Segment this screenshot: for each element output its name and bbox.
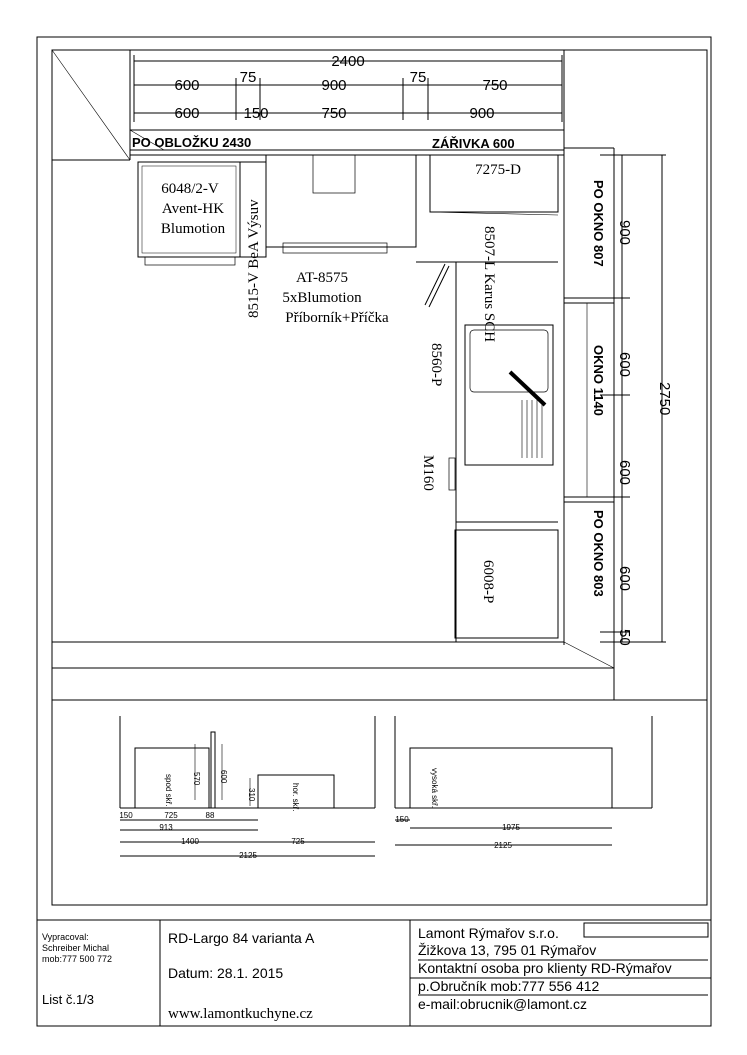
tb-address: Žižkova 13, 795 01 Rýmařov bbox=[418, 942, 597, 958]
dim-r1975: 1975 bbox=[502, 823, 520, 832]
dim-l2125: 2125 bbox=[239, 851, 257, 860]
label-okno-1140: OKNO 1140 bbox=[591, 345, 606, 416]
label-6008: 6008-P bbox=[480, 560, 496, 604]
dim-l725a: 725 bbox=[164, 811, 178, 820]
dim-75b: 75 bbox=[409, 69, 427, 86]
tb-vypracoval-mob: mob:777 500 772 bbox=[42, 954, 113, 964]
dim-right-600c: 600 bbox=[616, 566, 633, 592]
dim-h600: 600 bbox=[219, 770, 228, 784]
dim-r150: 150 bbox=[395, 815, 409, 824]
label-6048-3: Blumotion bbox=[160, 221, 226, 237]
dim-right-900: 900 bbox=[616, 220, 633, 246]
label-spod-skr: spod skř. bbox=[164, 774, 173, 807]
label-po-okno-807: PO OKNO 807 bbox=[591, 180, 606, 267]
dim-750a: 750 bbox=[482, 77, 508, 94]
label-zarivka: ZÁŘIVKA 600 bbox=[432, 136, 515, 151]
sink bbox=[465, 325, 553, 465]
tb-vypracoval-label: Vypracoval: bbox=[42, 932, 89, 942]
elev-vysoka-skr bbox=[410, 748, 612, 808]
cabinet-6008 bbox=[455, 530, 558, 638]
tb-web: www.lamontkuchyne.cz bbox=[168, 1006, 313, 1022]
tb-contact: Kontaktní osoba pro klienty RD-Rýmařov bbox=[418, 960, 672, 976]
dim-l725b: 725 bbox=[291, 837, 305, 846]
dim-r2125: 2125 bbox=[494, 841, 512, 850]
label-po-okno-803: PO OKNO 803 bbox=[591, 510, 606, 597]
label-6048-2: Avent-HK bbox=[161, 201, 225, 217]
label-vysoka-skr: vysoká skř. bbox=[430, 768, 439, 809]
label-m160: M160 bbox=[420, 455, 436, 491]
tb-date: Datum: 28.1. 2015 bbox=[168, 965, 284, 981]
dim-l1400: 1400 bbox=[181, 837, 199, 846]
tb-obrucnik: p.Obručník mob:777 556 412 bbox=[418, 978, 600, 994]
tb-email: e-mail:obrucnik@lamont.cz bbox=[418, 996, 588, 1012]
dim-right-600b: 600 bbox=[616, 460, 633, 486]
inner-frame bbox=[52, 50, 707, 905]
label-hor-skr: hor. skř. bbox=[291, 783, 300, 812]
label-8560: 8560-P bbox=[428, 343, 444, 387]
dim-l150: 150 bbox=[119, 811, 133, 820]
dim-2400: 2400 bbox=[331, 53, 365, 70]
dim-600b: 600 bbox=[174, 105, 200, 122]
dim-600a: 600 bbox=[174, 77, 200, 94]
tb-list: List č.1/3 bbox=[42, 992, 95, 1007]
label-8515: 8515-V BeA Výsuv bbox=[246, 199, 262, 318]
dim-right-2750: 2750 bbox=[656, 382, 673, 416]
dim-75a: 75 bbox=[239, 69, 257, 86]
dim-h310: 310 bbox=[247, 788, 256, 802]
label-6048-1: 6048/2-V bbox=[161, 181, 219, 197]
tb-company: Lamont Rýmařov s.r.o. bbox=[418, 925, 559, 941]
tb-project: RD-Largo 84 varianta A bbox=[168, 930, 315, 946]
tb-vypracoval-name: Schreiber Michal bbox=[42, 943, 110, 953]
dim-l913: 913 bbox=[159, 823, 173, 832]
label-at8575-3: Příborník+Příčka bbox=[285, 310, 389, 326]
cabinet-at8575 bbox=[266, 155, 416, 247]
dim-l88: 88 bbox=[205, 811, 215, 820]
label-at8575-2: 5xBlumotion bbox=[282, 290, 362, 306]
dim-right-50: 50 bbox=[616, 629, 633, 646]
dim-150: 150 bbox=[243, 105, 269, 122]
dim-750b: 750 bbox=[321, 105, 347, 122]
dim-900b: 900 bbox=[469, 105, 495, 122]
label-8507: 8507-L Karus SCH bbox=[481, 226, 497, 343]
dim-h570: 570 bbox=[192, 772, 201, 786]
dim-right-600a: 600 bbox=[616, 352, 633, 378]
label-at8575-1: AT-8575 bbox=[296, 270, 348, 286]
label-po-oblozku: PO OBLOŽKU 2430 bbox=[132, 135, 252, 150]
label-7275: 7275-D bbox=[475, 162, 521, 178]
dim-900a: 900 bbox=[321, 77, 347, 94]
